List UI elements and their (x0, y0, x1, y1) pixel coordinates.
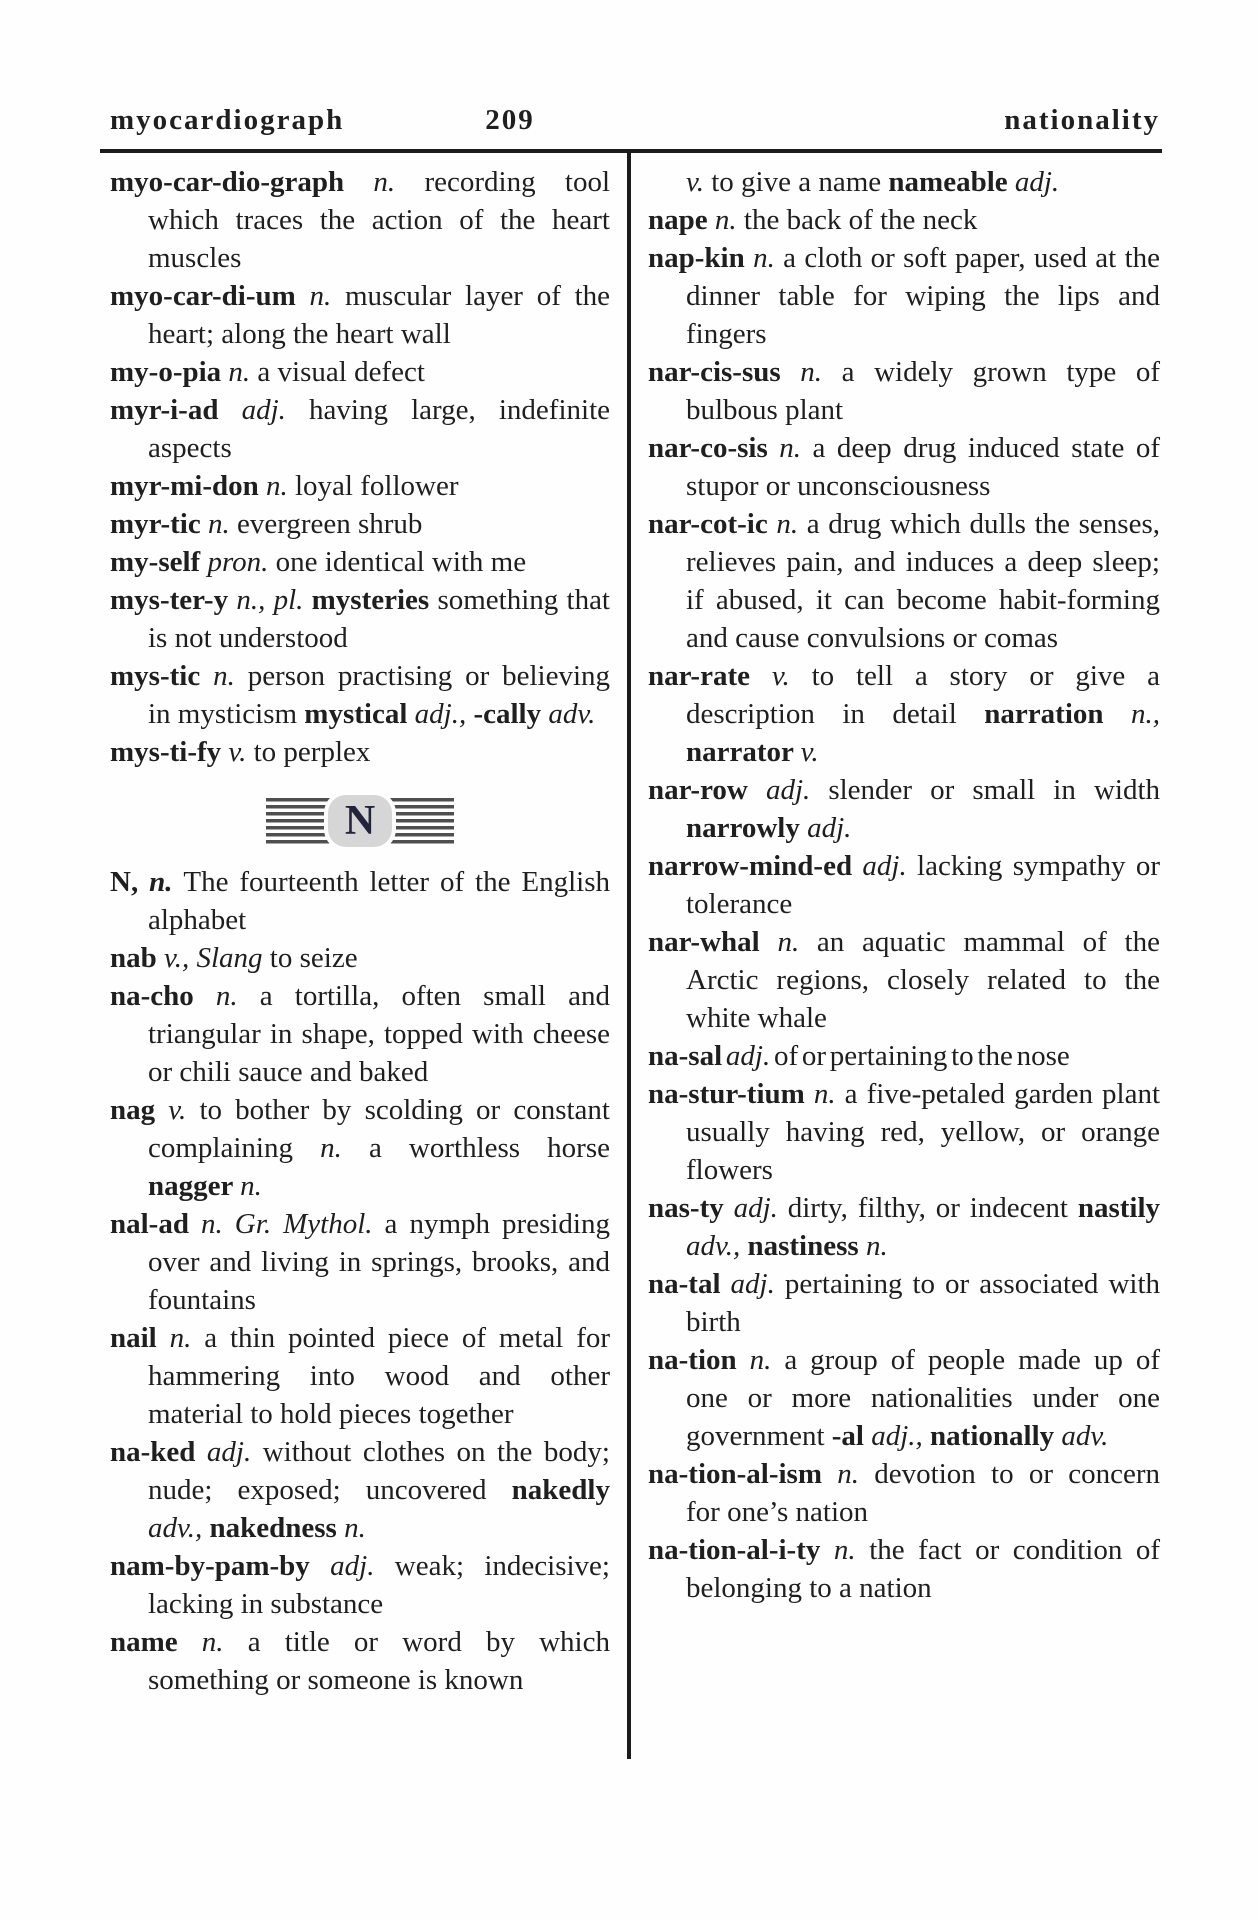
part-of-speech: adv. (1061, 1420, 1109, 1452)
headword: narrowly (686, 812, 808, 844)
page-number: 209 (485, 104, 535, 136)
left-column (110, 163, 610, 1699)
definition-text: The fourteenth letter of the English alphabet (148, 866, 610, 936)
dict-entry-na-tion (648, 1341, 1160, 1455)
part-of-speech: n. (813, 1078, 845, 1110)
headword: mystical (304, 698, 415, 730)
part-of-speech: n. (714, 204, 744, 236)
header-guide-word-left: myocardiograph (110, 104, 345, 136)
part-of-speech: adj., (871, 1420, 931, 1452)
dict-entry-nab (110, 939, 610, 977)
part-of-speech: n. (201, 1626, 248, 1658)
dict-entry-myo-car-dio-graph (110, 163, 610, 277)
definition-text: a drug which dulls the senses, relieves pain, and induces a deep sleep; if abused, it can become habit-forming and cause convulsions or comas (686, 508, 1160, 654)
definition-text: weak; indecisive; lacking in substance (148, 1550, 610, 1620)
headword: nam-by-pam-by (110, 1550, 331, 1582)
headword: na-ked (110, 1436, 207, 1468)
headword: myo-car-dio-graph (110, 166, 374, 198)
part-of-speech: n. (373, 166, 425, 198)
part-of-speech: adj. (765, 774, 829, 806)
part-of-speech: v. (771, 660, 812, 692)
dict-entry-nail (110, 1319, 610, 1433)
part-of-speech: n. (776, 508, 807, 540)
headword: nag (110, 1094, 169, 1126)
headword: narrow-mind-ed (648, 850, 863, 882)
dict-entry-continuation (648, 163, 1160, 201)
dict-entry-nape (648, 201, 1160, 239)
headword: nape (648, 204, 715, 236)
part-of-speech: n. (320, 1132, 369, 1164)
part-of-speech: n. (344, 1512, 366, 1544)
definition-text: a five-petaled garden plant usually having red, yellow, or orange flowers (686, 1078, 1161, 1186)
part-of-speech: adj. (206, 1436, 263, 1468)
part-of-speech: adj. (1014, 166, 1060, 198)
headword: nal-ad (110, 1208, 202, 1240)
section-letter: N (344, 798, 376, 844)
headword: nationally (930, 1420, 1062, 1452)
part-of-speech: n. (228, 356, 258, 388)
definition-text: person practising or believing in mysticism (148, 660, 611, 730)
definition-text: the fact or condition of belonging to a nation (686, 1534, 1161, 1604)
part-of-speech: n. (800, 356, 842, 388)
headword: nastiness (747, 1230, 866, 1262)
definition-text: the back of the neck (743, 204, 978, 236)
dict-entry-mys-ti-fy (110, 733, 610, 771)
part-of-speech: n. (779, 432, 813, 464)
headword: nakedly (511, 1474, 610, 1506)
right-column (648, 163, 1160, 1607)
part-of-speech: n. (240, 1170, 262, 1202)
definition-text: dirty, filthy, or indecent (787, 1192, 1078, 1224)
headword: narration (984, 698, 1131, 730)
dict-entry-name (110, 1623, 610, 1699)
dict-entry-na-tal (648, 1265, 1160, 1341)
divider-stripes-right (386, 798, 454, 844)
part-of-speech: adj. (730, 1268, 785, 1300)
dict-entry-my-self (110, 543, 610, 581)
headword: nar-whal (648, 926, 778, 958)
headword: myr-tic (110, 508, 208, 540)
definition-text: a cloth or soft paper, used at the dinner table for wiping the lips and fingers (686, 242, 1160, 350)
part-of-speech: v. (800, 736, 819, 768)
dict-entry-nar-cot-ic (648, 505, 1160, 657)
dict-entry-N (110, 863, 610, 939)
headword: mys-tic (110, 660, 214, 692)
definition-text: a group of people made up of one or more nationalities under one government (686, 1344, 1160, 1452)
definition-text: evergreen shrub (236, 508, 423, 540)
definition-text: to give a name (711, 166, 889, 198)
headword: nar-co-sis (648, 432, 780, 464)
headword: na-tion (648, 1344, 750, 1376)
headword: nar-row (648, 774, 766, 806)
dict-entry-nar-whal (648, 923, 1160, 1037)
part-of-speech: adj. (241, 394, 310, 426)
dict-entry-myr-mi-don (110, 467, 610, 505)
dict-entry-my-o-pia (110, 353, 610, 391)
part-of-speech: n. (777, 926, 817, 958)
part-of-speech: n. (207, 508, 237, 540)
section-divider (260, 795, 460, 847)
dict-entry-na-tion-al-i-ty (648, 1531, 1160, 1607)
part-of-speech: adj., (414, 698, 474, 730)
headword: -al (831, 1420, 872, 1452)
part-of-speech: n. (865, 1230, 888, 1262)
part-of-speech: adv. (548, 698, 596, 730)
part-of-speech: adv., (148, 1512, 210, 1544)
dict-entry-nar-co-sis (648, 429, 1160, 505)
headword: na-tion-al-ism (648, 1458, 838, 1490)
part-of-speech: n. (309, 280, 345, 312)
headword: nakedness (209, 1512, 345, 1544)
definition-text: slender or small in width (828, 774, 1160, 806)
headword: myo-car-di-um (110, 280, 310, 312)
part-of-speech: n. (169, 1322, 205, 1354)
definition-text: of or pertaining to the nose (773, 1040, 1070, 1072)
headword: name (110, 1626, 202, 1658)
headword: nastily (1077, 1192, 1160, 1224)
headword: nab (110, 942, 165, 974)
headword: my-o-pia (110, 356, 229, 388)
headword: na-tal (648, 1268, 731, 1300)
part-of-speech: v. (168, 1094, 200, 1126)
headword: mys-ter-y (110, 584, 237, 616)
dict-entry-nar-rate (648, 657, 1160, 771)
part-of-speech: adj. (807, 812, 852, 844)
headword: N, (110, 866, 150, 898)
headword: nameable (888, 166, 1015, 198)
definition-text: a deep drug induced state of stupor or unconsciousness (686, 432, 1161, 502)
headword: na-tion-al-i-ty (648, 1534, 834, 1566)
definition-text: lacking sympathy or tolerance (686, 850, 1160, 920)
part-of-speech: v. (228, 736, 254, 768)
dict-entry-mys-ter-y (110, 581, 610, 657)
headword: na-sal (648, 1040, 726, 1072)
dict-entry-myr-tic (110, 505, 610, 543)
dict-entry-myo-car-di-um (110, 277, 610, 353)
headword: na-cho (110, 980, 216, 1012)
part-of-speech: n. (213, 660, 248, 692)
headword: nar-rate (648, 660, 772, 692)
part-of-speech: n. (753, 242, 784, 274)
headword: narrator (686, 736, 801, 768)
definition-text: to seize (269, 942, 358, 974)
dict-entry-narrow-mind-ed (648, 847, 1160, 923)
dict-entry-nag (110, 1091, 610, 1205)
dict-entry-nap-kin (648, 239, 1160, 353)
definition-text: a nymph presiding over and living in springs, brooks, and fountains (148, 1208, 610, 1316)
dict-entry-na-sal (648, 1037, 1160, 1075)
headword-italic: n. (149, 866, 184, 898)
dict-entry-mys-tic (110, 657, 610, 733)
dict-entry-na-stur-tium (648, 1075, 1160, 1189)
headword: myr-i-ad (110, 394, 242, 426)
dict-entry-nas-ty (648, 1189, 1160, 1265)
definition-text: to bother by scolding or constant complaining (148, 1094, 610, 1164)
headword: nar-cis-sus (648, 356, 801, 388)
definition-text: pertaining to or associated with birth (686, 1268, 1161, 1338)
headword: nas-ty (648, 1192, 734, 1224)
part-of-speech: adj. (330, 1550, 395, 1582)
divider-stripes-left (266, 798, 334, 844)
definition-text: a visual defect (257, 356, 425, 388)
part-of-speech: adj. (733, 1192, 788, 1224)
part-of-speech: v. (686, 166, 712, 198)
dict-entry-nam-by-pam-by (110, 1547, 610, 1623)
headword: myr-mi-don (110, 470, 266, 502)
definition-text: to tell a story or give a description in detail (686, 660, 1160, 730)
part-of-speech: adj. (862, 850, 918, 882)
headword: nap-kin (648, 242, 754, 274)
definition-text: something that is not understood (148, 584, 610, 654)
definition-text: an aquatic mammal of the Arctic regions, closely related to the white whale (686, 926, 1160, 1034)
definition-text: having large, indefinite aspects (148, 394, 610, 464)
definition-text: muscular layer of the heart; along the heart wall (148, 280, 611, 350)
headword: my-self (110, 546, 208, 578)
part-of-speech: n. (749, 1344, 785, 1376)
definition-text: a widely grown type of bulbous plant (686, 356, 1161, 426)
definition-text: recording tool which traces the action of the heart muscles (148, 166, 610, 274)
part-of-speech: adv., (686, 1230, 748, 1262)
part-of-speech: n., pl. (236, 584, 312, 616)
dict-entry-na-tion-al-ism (648, 1455, 1160, 1531)
definition-text: a worthless horse (368, 1132, 610, 1164)
section-letter-badge (328, 795, 392, 847)
part-of-speech: pron. (207, 546, 276, 578)
header-guide-word-right: nationality (1004, 104, 1160, 136)
headword: mys-ti-fy (110, 736, 229, 768)
headword: nar-cot-ic (648, 508, 777, 540)
definition-text: one identical with me (275, 546, 527, 578)
headword: na-stur-tium (648, 1078, 814, 1110)
part-of-speech: n. (215, 980, 260, 1012)
headword: -cally (473, 698, 549, 730)
part-of-speech: n. (833, 1534, 870, 1566)
part-of-speech: adj. (725, 1040, 774, 1072)
dict-entry-nal-ad (110, 1205, 610, 1319)
part-of-speech: n. (837, 1458, 875, 1490)
definition-text: a thin pointed piece of metal for hammering into wood and other material to hold pieces together (148, 1322, 611, 1430)
dict-entry-myr-i-ad (110, 391, 610, 467)
dict-entry-nar-row (648, 771, 1160, 847)
definition-text: loyal follower (295, 470, 459, 502)
part-of-speech: n. (266, 470, 295, 502)
definition-text: a tortilla, often small and triangular in shape, topped with cheese or chili sauce and baked (148, 980, 610, 1088)
header-rule (100, 149, 1162, 153)
headword: mysteries (311, 584, 438, 616)
definition-text: to perplex (253, 736, 371, 768)
part-of-speech: n. Gr. Mythol. (201, 1208, 385, 1240)
definition-text: without clothes on the body; nude; exposed; uncovered (148, 1436, 610, 1506)
definition-text: devotion to or concern for one’s nation (686, 1458, 1161, 1528)
dict-entry-nar-cis-sus (648, 353, 1160, 429)
dict-entry-na-ked (110, 1433, 610, 1547)
headword: nagger (148, 1170, 241, 1202)
column-divider-rule (627, 149, 631, 1759)
headword: nail (110, 1322, 170, 1354)
part-of-speech: n., (1131, 698, 1160, 730)
dict-entry-na-cho (110, 977, 610, 1091)
part-of-speech: v., Slang (164, 942, 270, 974)
definition-text: a title or word by which something or someone is known (148, 1626, 610, 1696)
